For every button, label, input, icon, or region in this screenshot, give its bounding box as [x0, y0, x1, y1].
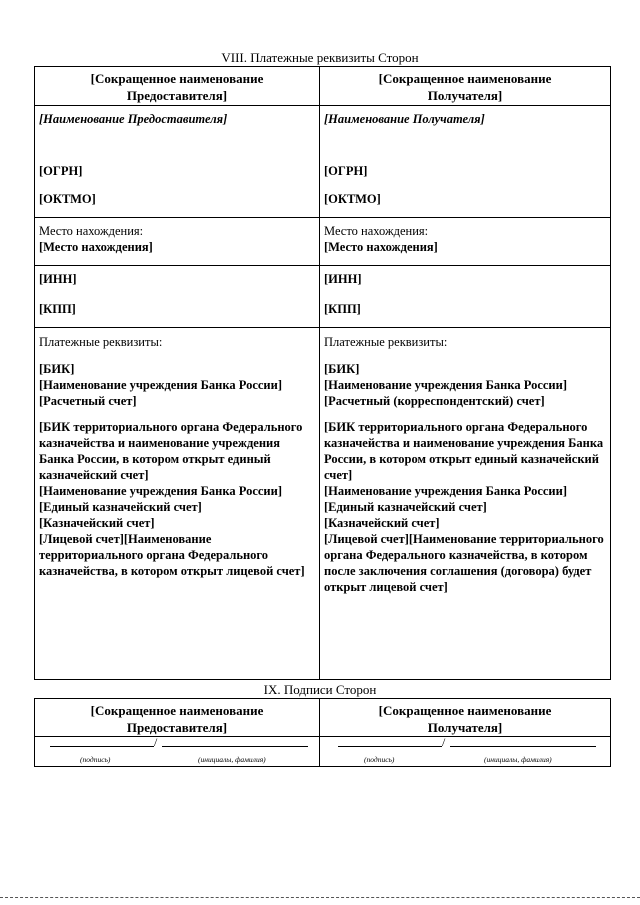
- provider-name-caption: (инициалы, фамилия): [198, 755, 266, 764]
- provider-location: [Место нахождения]: [39, 240, 153, 254]
- provider-name: [Наименование Предоставителя]: [39, 112, 228, 126]
- recipient-slash: /: [442, 735, 446, 749]
- provider-tax-cell: [35, 266, 320, 328]
- recipient-location-cell: [320, 218, 611, 266]
- provider-name-line[interactable]: [162, 746, 308, 747]
- provider-slash: /: [154, 735, 158, 749]
- provider-treasury-block: [БИК территориального органа Федерального казначейства и наименование учреждения Банка России, в котором открыт единый казначейский счет]: [39, 420, 303, 482]
- header-recipient-line1: [Сокращенное наименование: [378, 71, 552, 86]
- provider-oktmo: [ОКТМО]: [39, 192, 96, 206]
- recipient-payment-label: Платежные реквизиты:: [324, 335, 448, 349]
- provider-single-account: [Единый казначейский счет]: [39, 500, 202, 514]
- provider-kpp: [КПП]: [39, 302, 76, 316]
- sig-header-recipient-line2: Получателя]: [427, 720, 503, 735]
- provider-bank-name: [Наименование учреждения Банка России]: [39, 378, 282, 392]
- provider-payment-cell: [35, 328, 320, 680]
- sig-header-provider-line2: Предоставителя]: [126, 720, 228, 735]
- section-9-title: IX. Подписи Сторон: [263, 682, 377, 697]
- recipient-name: [Наименование Получателя]: [324, 112, 485, 126]
- recipient-single-account: [Единый казначейский счет]: [324, 500, 487, 514]
- recipient-kpp: [КПП]: [324, 302, 361, 316]
- header-recipient: [320, 67, 611, 106]
- recipient-location: [Место нахождения]: [324, 240, 438, 254]
- header-provider: [35, 67, 320, 106]
- provider-treasury-account: [Казначейский счет]: [39, 516, 155, 530]
- header-provider-line1: [Сокращенное наименование: [90, 71, 264, 86]
- provider-location-cell: [35, 218, 320, 266]
- recipient-bank-name: [Наименование учреждения Банка России]: [324, 378, 567, 392]
- recipient-name-line[interactable]: [450, 746, 596, 747]
- provider-signature-cell: [35, 737, 320, 767]
- recipient-payment-cell: [320, 328, 611, 680]
- provider-identity-cell: [35, 106, 320, 218]
- recipient-signature-line[interactable]: [338, 746, 442, 747]
- provider-signature-caption: (подпись): [80, 755, 111, 764]
- provider-account: [Расчетный счет]: [39, 394, 137, 408]
- sig-header-provider: [35, 699, 320, 737]
- recipient-bank-name-2: [Наименование учреждения Банка России]: [324, 484, 567, 498]
- page-bottom-divider: [0, 897, 640, 898]
- sig-header-recipient: [320, 699, 611, 737]
- recipient-account: [Расчетный (корреспондентский) счет]: [324, 394, 545, 408]
- provider-signature-line[interactable]: [50, 746, 154, 747]
- provider-payment-label: Платежные реквизиты:: [39, 335, 163, 349]
- recipient-treasury-account: [Казначейский счет]: [324, 516, 440, 530]
- header-recipient-line2: Получателя]: [427, 88, 503, 103]
- sig-header-recipient-line1: [Сокращенное наименование: [378, 703, 552, 718]
- recipient-tax-cell: [320, 266, 611, 328]
- provider-bank-name-2: [Наименование учреждения Банка России]: [39, 484, 282, 498]
- recipient-oktmo: [ОКТМО]: [324, 192, 381, 206]
- recipient-name-caption: (инициалы, фамилия): [484, 755, 552, 764]
- recipient-identity-cell: [320, 106, 611, 218]
- recipient-personal-account: [Лицевой счет][Наименование территориального органа Федерального казначейства, в котором после заключения соглашения (договора) будет открыт лицевой счет]: [324, 532, 604, 594]
- provider-location-label: Место нахождения:: [39, 224, 144, 238]
- provider-personal-account: [Лицевой счет][Наименование территориального органа Федерального казначейства, в котором открыт лицевой счет]: [39, 532, 305, 578]
- recipient-signature-caption: (подпись): [364, 755, 395, 764]
- section-8-title: VIII. Платежные реквизиты Сторон: [221, 50, 419, 65]
- recipient-treasury-block: [БИК территориального органа Федерального казначейства и наименование учреждения Банка России, в котором открыт единый казначейский счет]: [324, 420, 604, 482]
- recipient-ogrn: [ОГРН]: [324, 164, 368, 178]
- sig-header-provider-line1: [Сокращенное наименование: [90, 703, 264, 718]
- header-provider-line2: Предоставителя]: [126, 88, 228, 103]
- recipient-inn: [ИНН]: [324, 272, 362, 286]
- payment-details-table: [34, 66, 611, 680]
- recipient-bik: [БИК]: [324, 362, 360, 376]
- provider-ogrn: [ОГРН]: [39, 164, 83, 178]
- provider-bik: [БИК]: [39, 362, 75, 376]
- recipient-location-label: Место нахождения:: [324, 224, 429, 238]
- provider-inn: [ИНН]: [39, 272, 77, 286]
